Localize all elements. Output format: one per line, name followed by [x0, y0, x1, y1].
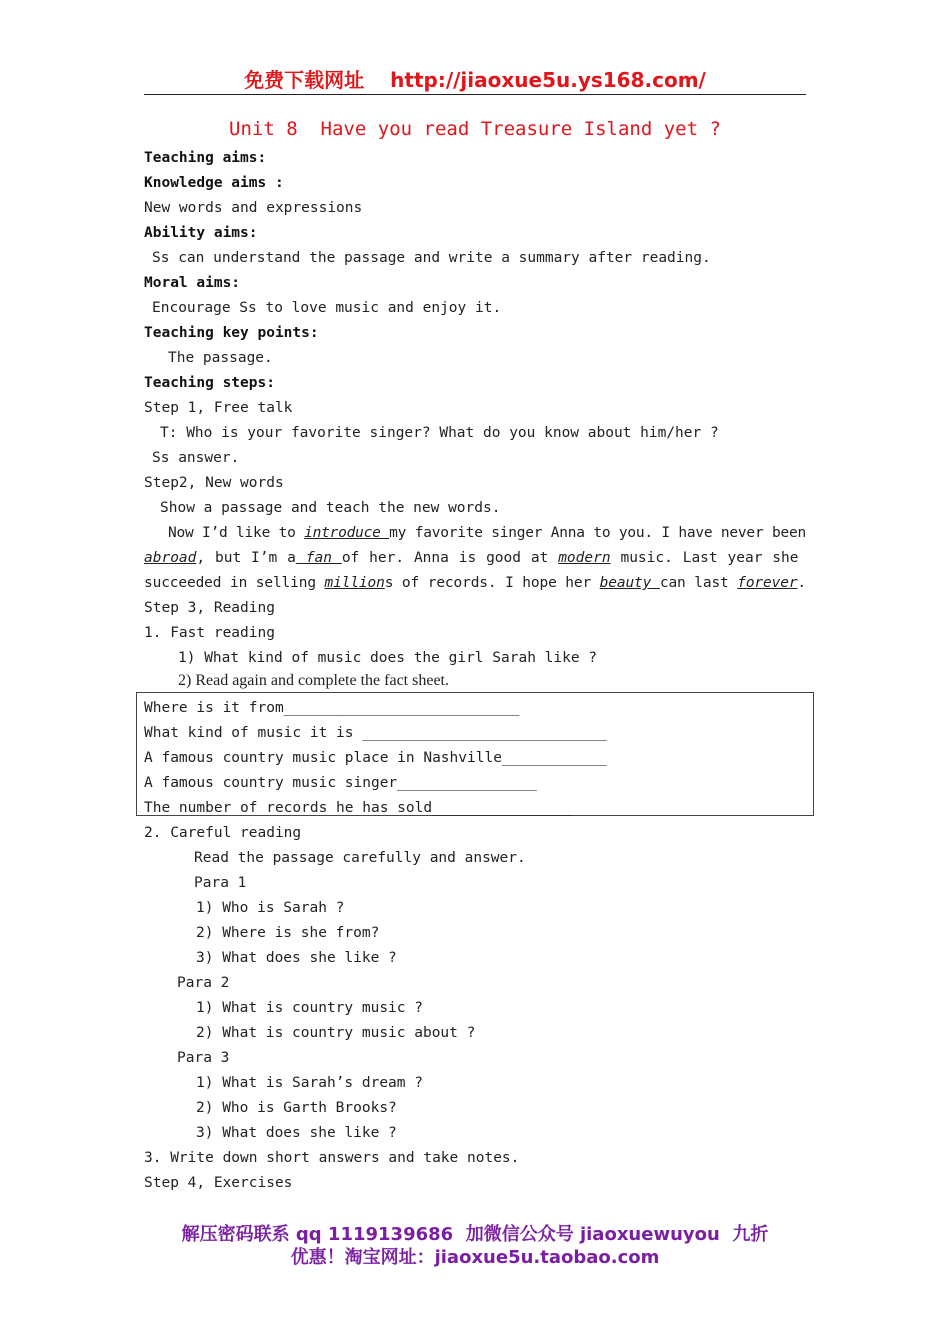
para2-q2: 2) What is country music about ? — [196, 1025, 476, 1041]
knowledge-aims-text: New words and expressions — [144, 200, 363, 216]
key-points-text: The passage. — [168, 350, 273, 366]
moral-aims-heading: Moral aims: — [144, 275, 241, 291]
step3-heading: Step 3, Reading — [144, 600, 275, 616]
fact-sheet-row: What kind of music it is ____________________________ — [144, 725, 607, 741]
fast-reading-heading: 1. Fast reading — [144, 625, 275, 641]
para3-heading: Para 3 — [177, 1050, 230, 1066]
fast-reading-q1: 1) What kind of music does the girl Sarah like ? — [178, 650, 598, 666]
page-title: Unit 8 Have you read Treasure Island yet ? — [229, 118, 721, 140]
step1-heading: Step 1, Free talk — [144, 400, 293, 416]
step2-heading: Step2, New words — [144, 475, 284, 491]
teaching-aims-heading: Teaching aims: — [144, 150, 267, 166]
write-notes-instruction: 3. Write down short answers and take notes. — [144, 1150, 520, 1166]
step2-instruction: Show a passage and teach the new words. — [160, 500, 501, 516]
careful-reading-heading: 2. Careful reading — [144, 825, 302, 841]
fact-sheet-row: A famous country music place in Nashville____________ — [144, 750, 607, 766]
step4-heading: Step 4, Exercises — [144, 1175, 293, 1191]
para1-q1: 1) Who is Sarah ? — [196, 900, 345, 916]
step1-teacher-question: T: Who is your favorite singer? What do you know about him/her ? — [160, 425, 719, 441]
teaching-steps-heading: Teaching steps: — [144, 375, 275, 391]
step1-student-answer: Ss answer. — [152, 450, 240, 466]
footer-line-1: 解压密码联系 qq 1119139686 加微信公众号 jiaoxuewuyou 九折 — [181, 1224, 769, 1245]
vocab-beauty: beauty — [599, 575, 660, 591]
para3-q2: 2) Who is Garth Brooks? — [196, 1100, 397, 1116]
fact-sheet-row: The number of records he has sold________________ — [144, 800, 572, 816]
ability-aims-text: Ss can understand the passage and write a summary after reading. — [152, 250, 711, 266]
para2-heading: Para 2 — [177, 975, 230, 991]
para1-heading: Para 1 — [194, 875, 247, 891]
ability-aims-heading: Ability aims: — [144, 225, 258, 241]
knowledge-aims-heading: Knowledge aims : — [144, 175, 284, 191]
vocab-introduce: introduce — [304, 525, 390, 541]
vocab-modern: modern — [558, 550, 611, 566]
para2-q1: 1) What is country music ? — [196, 1000, 423, 1016]
passage-line-2: abroad, but I’m a fan of her. Anna is good at modern music. Last year she — [144, 550, 799, 566]
careful-reading-instruction: Read the passage carefully and answer. — [194, 850, 526, 866]
header-url[interactable]: http://jiaoxue5u.ys168.com/ — [390, 68, 706, 92]
fast-reading-q2: 2) Read again and complete the fact sheet. — [178, 672, 449, 689]
fact-sheet-row: Where is it from___________________________ — [144, 700, 520, 716]
passage-line-1: Now I’d like to introduce my favorite singer Anna to you. I have never been — [168, 525, 806, 541]
header-label: 免费下载网址 — [244, 68, 365, 92]
para1-q2: 2) Where is she from? — [196, 925, 380, 941]
vocab-abroad: abroad — [144, 550, 197, 566]
passage-line-3: succeeded in selling millions of records. I hope her beauty can last forever. — [144, 575, 807, 591]
fact-sheet-row: A famous country music singer________________ — [144, 775, 537, 791]
key-points-heading: Teaching key points: — [144, 325, 319, 341]
moral-aims-text: Encourage Ss to love music and enjoy it. — [152, 300, 502, 316]
vocab-million: million — [324, 575, 385, 591]
vocab-fan: fan — [295, 550, 342, 566]
para3-q3: 3) What does she like ? — [196, 1125, 397, 1141]
page-header — [144, 66, 806, 95]
footer-line-2[interactable]: 优惠！淘宝网址：jiaoxue5u.taobao.com — [290, 1247, 660, 1268]
vocab-forever: forever — [737, 575, 798, 591]
para1-q3: 3) What does she like ? — [196, 950, 397, 966]
para3-q1: 1) What is Sarah’s dream ? — [196, 1075, 423, 1091]
